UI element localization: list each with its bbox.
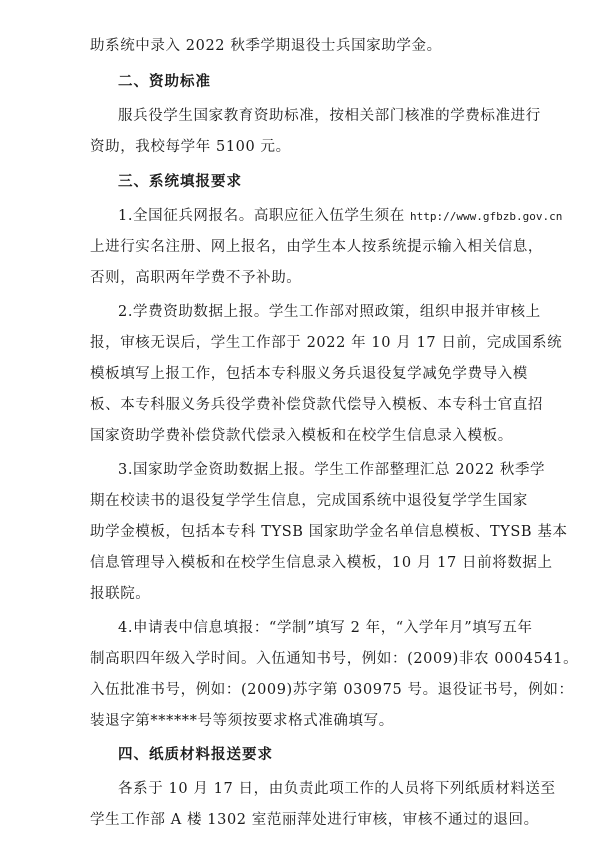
section-heading-system-requirements: 三、系统填报要求	[118, 174, 242, 190]
item2-line-3: 模板填写上报工作，包括本专科服义务兵退役复学减免学费导入模	[90, 366, 528, 382]
item1-line-2: 上进行实名注册、网上报名，由学生本人按系统提示输入相关信息，	[90, 239, 543, 255]
item1-text: 1.全国征兵网报名。高职应征入伍学生须在	[118, 208, 411, 224]
intro-tail-line: 助系统中录入 2022 秋季学期退役士兵国家助学金。	[90, 38, 442, 54]
item3-line-1: 3.国家助学金资助数据上报。学生工作部整理汇总 2022 秋季学	[118, 462, 546, 478]
section-heading-paper-materials: 四、纸质材料报送要求	[118, 747, 273, 763]
item2-line-2: 报，审核无误后，学生工作部于 2022 年 10 月 17 日前，完成国系统	[90, 335, 563, 351]
item2-line-5: 国家资助学费补偿贷款代偿录入模板和在校学生信息录入模板。	[90, 428, 513, 444]
item3-line-2: 期在校读书的退役复学学生信息，完成国系统中退役复学学生国家	[90, 493, 528, 509]
recruitment-website-link[interactable]: http://www.gfbzb.gov.cn	[410, 210, 563, 223]
item4-line-1: 4.申请表中信息填报：“学制”填写 2 年，“入学年月”填写五年	[118, 620, 533, 636]
item4-line-3: 入伍批准书号，例如：(2009)苏字第 030975 号。退役证书号，例如：	[90, 682, 574, 698]
item3-line-4: 信息管理导入模板和在校学生信息录入模板，10 月 17 日前将数据上	[90, 555, 553, 571]
item2-line-4: 板、本专科服义务兵役学费补偿贷款代偿导入模板、本专科士官直招	[90, 397, 543, 413]
item1-line-1	[118, 206, 563, 227]
item3-line-3: 助学金模板，包括本专科 TYSB 国家助学金名单信息模板、TYSB 基本	[90, 524, 568, 540]
item4-line-4: 装退字第******号等须按要求格式准确填写。	[90, 713, 394, 729]
funding-standard-line-2: 资助，我校每学年 5100 元。	[90, 139, 291, 155]
paper-materials-line-2: 学生工作部 A 楼 1302 室范丽萍处进行审核，审核不通过的退回。	[90, 812, 539, 828]
funding-standard-line-1: 服兵役学生国家教育资助标准，按相关部门核准的学费标准进行	[118, 108, 541, 124]
section-heading-funding-standard: 二、资助标准	[118, 74, 211, 90]
paper-materials-line-1: 各系于 10 月 17 日，由负责此项工作的人员将下列纸质材料送至	[118, 781, 556, 797]
item1-line-3: 否则，高职两年学费不予补助。	[90, 270, 302, 286]
item3-line-5: 报联院。	[90, 586, 151, 602]
item2-line-1: 2.学费资助数据上报。学生工作部对照政策，组织申报并审核上	[118, 304, 541, 320]
item4-line-2: 制高职四年级入学时间。入伍通知书号，例如：(2009)非农 0004541。	[90, 651, 579, 667]
